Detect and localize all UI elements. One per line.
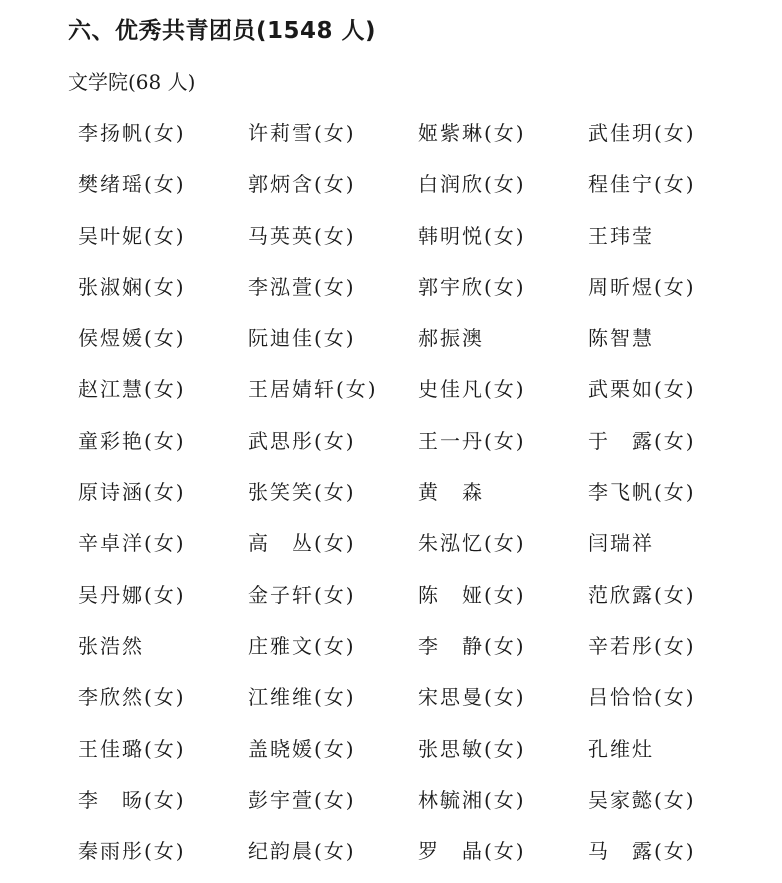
name-entry: 张笑笑(女)	[248, 480, 356, 505]
name-entry: 李飞帆(女)	[588, 480, 696, 505]
name-entry: 彭宇萱(女)	[248, 787, 356, 812]
name-entry: 闫瑞祥	[588, 531, 654, 556]
name-entry: 李扬帆(女)	[78, 121, 186, 145]
name-entry: 于 露(女)	[588, 428, 696, 453]
name-entry: 童彩艳(女)	[78, 428, 186, 453]
name-entry: 孔维灶	[588, 736, 654, 761]
name-entry: 王佳璐(女)	[78, 736, 186, 761]
name-entry: 张淑娴(女)	[78, 274, 186, 299]
name-entry: 程佳宁(女)	[588, 172, 696, 197]
name-entry: 朱泓忆(女)	[418, 531, 526, 556]
name-entry: 李泓萱(女)	[248, 274, 356, 299]
college-heading: 文学院(68 人)	[68, 70, 196, 94]
name-entry: 郭宇欣(女)	[418, 274, 526, 299]
name-entry: 吕恰恰(女)	[588, 685, 696, 710]
name-entry: 陈智慧	[588, 326, 654, 351]
name-entry: 武栗如(女)	[588, 377, 696, 402]
name-entry: 周昕煜(女)	[588, 274, 696, 299]
name-entry: 林毓湘(女)	[418, 787, 526, 812]
name-entry: 马英英(女)	[248, 223, 356, 248]
name-entry: 宋思曼(女)	[418, 685, 526, 710]
name-entry: 黄 森	[418, 480, 484, 505]
name-entry: 辛若彤(女)	[588, 633, 696, 658]
name-entry: 吴家懿(女)	[588, 787, 696, 812]
name-entry: 范欣露(女)	[588, 582, 696, 607]
section-heading: 六、优秀共青团员(1548 人)	[68, 18, 377, 44]
name-entry: 王居婧轩(女)	[248, 377, 378, 402]
name-entry: 秦雨彤(女)	[78, 839, 186, 864]
name-entry: 侯煜媛(女)	[78, 326, 186, 351]
name-entry: 王一丹(女)	[418, 428, 526, 453]
name-entry: 郝振澳	[418, 326, 484, 351]
name-entry: 武佳玥(女)	[588, 121, 696, 145]
name-entry: 吴叶妮(女)	[78, 223, 186, 248]
name-entry: 赵江慧(女)	[78, 377, 186, 402]
name-list	[78, 114, 768, 883]
name-entry: 李 静(女)	[418, 633, 526, 658]
name-entry: 张浩然	[78, 633, 144, 658]
name-entry: 纪韵晨(女)	[248, 839, 356, 864]
name-entry: 阮迪佳(女)	[248, 326, 356, 351]
name-entry: 郭炳含(女)	[248, 172, 356, 197]
name-entry: 姬紫琳(女)	[418, 121, 526, 145]
name-entry: 原诗涵(女)	[78, 480, 186, 505]
name-entry: 辛卓洋(女)	[78, 531, 186, 556]
name-entry: 李 旸(女)	[78, 787, 186, 812]
name-entry: 王玮莹	[588, 223, 654, 248]
name-entry: 李欣然(女)	[78, 685, 186, 710]
name-entry: 马 露(女)	[588, 839, 696, 864]
name-entry: 樊绪瑶(女)	[78, 172, 186, 197]
name-entry: 韩明悦(女)	[418, 223, 526, 248]
name-entry: 张思敏(女)	[418, 736, 526, 761]
name-entry: 金子轩(女)	[248, 582, 356, 607]
name-entry: 武思彤(女)	[248, 428, 356, 453]
name-entry: 江维维(女)	[248, 685, 356, 710]
name-entry: 高 丛(女)	[248, 531, 356, 556]
name-entry: 陈 娅(女)	[418, 582, 526, 607]
name-entry: 吴丹娜(女)	[78, 582, 186, 607]
name-entry: 史佳凡(女)	[418, 377, 526, 402]
name-entry: 罗 晶(女)	[418, 839, 526, 864]
name-entry: 盖晓媛(女)	[248, 736, 356, 761]
name-entry: 白润欣(女)	[418, 172, 526, 197]
name-entry: 许莉雪(女)	[248, 121, 356, 145]
name-entry: 庄雅文(女)	[248, 633, 356, 658]
